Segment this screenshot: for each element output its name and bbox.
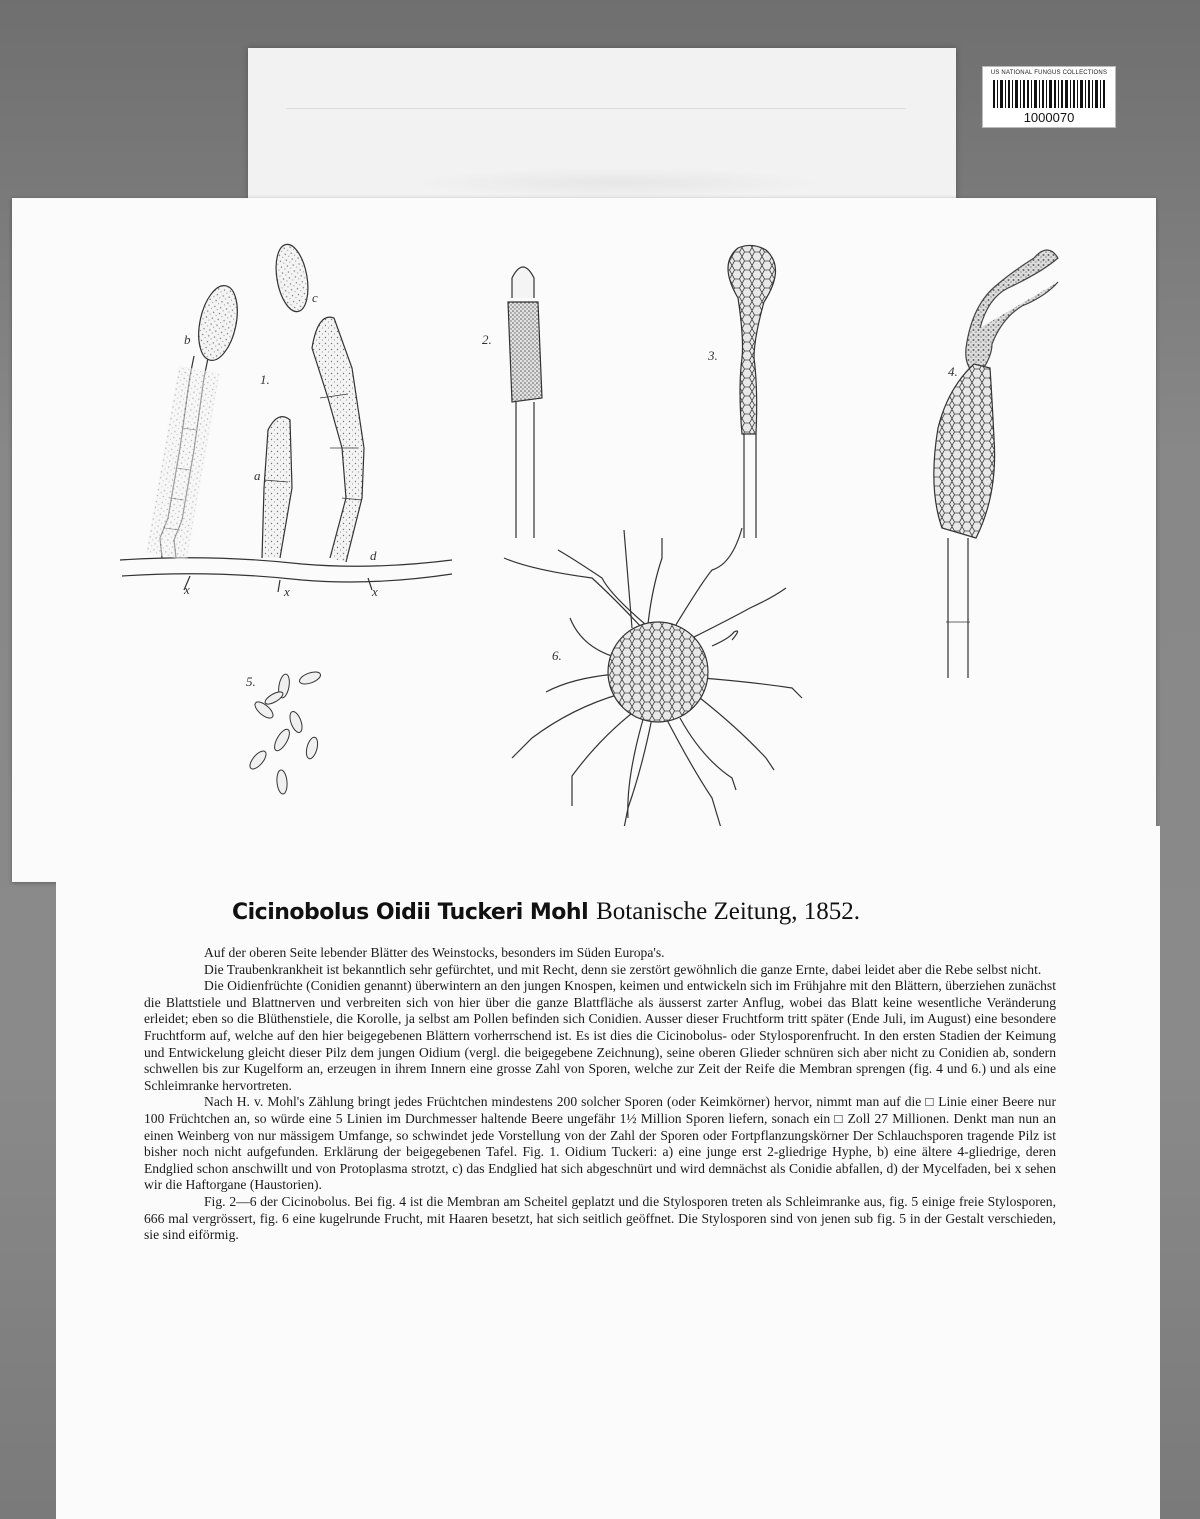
- fig-label-6: 6.: [552, 648, 562, 663]
- fig-label-2: 2.: [482, 332, 492, 347]
- description-body: [144, 945, 1056, 1244]
- barcode-institution: US NATIONAL FUNGUS COLLECTIONS: [990, 70, 1108, 76]
- barcode-icon: [993, 80, 1105, 108]
- illustration-plate: [12, 198, 1156, 882]
- barcode-number: 1000070: [1023, 110, 1075, 125]
- fig-label-d: d: [370, 548, 377, 563]
- barcode-label: [982, 66, 1116, 128]
- fig-label-4: 4.: [948, 364, 958, 379]
- fig-label-a: a: [254, 468, 261, 483]
- fig-label-3: 3.: [708, 348, 718, 363]
- faint-rule: [286, 108, 906, 109]
- paragraph-figures: Fig. 2—6 der Cicinobolus. Bei fig. 4 ist die Membran am Scheitel geplatzt und die Stylosporen treten als Schleimranke aus, fig. 5 einige freie Stylosporen, 666 mal vergrössert, fig. 6 eine kugelrunde Frucht, mit Haaren besetzt, hat sich seitlich geöffnet. Die Stylosporen sind von jenen sub fig. 5 in der Gestalt verschieden, sie sind eiförmig.: [144, 1193, 1056, 1243]
- title-species: Cicinobolus Oidii Tuckeri Mohl: [232, 900, 589, 925]
- paragraph-disease: Die Traubenkrankheit ist bekanntlich sehr gefürchtet, und mit Recht, denn sie zerstört gewöhnlich die ganze Ernte, dabei leidet aber die Rebe selbst nicht.: [204, 961, 1042, 977]
- fig-label-1: 1.: [260, 372, 270, 387]
- figure-2: [508, 267, 542, 538]
- fig-label-x1: x: [184, 582, 190, 597]
- text-label-sheet: [56, 826, 1160, 1519]
- fig-label-c: c: [312, 290, 318, 305]
- fig-label-5: 5.: [246, 674, 256, 689]
- faint-smudge: [408, 168, 828, 198]
- fig-label-x2: x: [284, 584, 290, 599]
- figure-6: [504, 528, 802, 838]
- title-journal: Botanische Zeitung, 1852.: [596, 898, 860, 925]
- figure-5-spores: [247, 670, 322, 795]
- paragraph-oidium: Die Oidienfrüchte (Conidien genannt) überwintern an den jungen Knospen, keimen und entwickeln sich im Frühjahre mit den Blättern, überziehen zunächst die Blattstiele und Blattnerven und verbreiten sich von hier über die ganze Blattfläche als äusserst zarter Anflug, wobei das Blatt keine wesentliche Veränderung erleidet; eben so die Blüthenstiele, die Korolle, ja selbst am Pollen befinden sich Conidien. Ausser dieser Fruchtform tritt später (Ende Juli, im August) eine besondere Fruchtform auf, welche auf den hier beigegebenen Blättern vorherrschend ist. Es ist dies die Cicinobolus- oder Stylosporenfrucht. In den ersten Stadien der Keimung und Entwickelung gleicht dieser Pilz dem jungen Oidium (vergl. die beigegebene Zeichnung), seine oberen Glieder schnüren sich aber nicht zu Conidien ab, sondern schwellen bis zur Kugelform an, erzeugen in ihrem Innern eine grosse Zahl von Sporen, welche zur Zeit der Reife die Membran sprengen (fig. 4 und 6.) und als eine Schleimranke hervortreten.: [144, 978, 1056, 1093]
- fungus-drawings: [12, 198, 1156, 882]
- figure-4: [934, 250, 1058, 678]
- figure-3: [728, 245, 776, 538]
- title: [232, 898, 992, 926]
- paragraph-habitat: Auf der oberen Seite lebender Blätter des Weinstocks, besonders im Süden Europa's.: [204, 945, 665, 960]
- fig-label-b: b: [184, 332, 191, 347]
- paragraph-mohl: Nach H. v. Mohl's Zählung bringt jedes Früchtchen mindestens 200 solcher Sporen (oder Keimkörner) hervor, nimmt man auf die □ Linie einer Beere nur 100 Früchtchen an, so würde eine 5 Linien im Durchmesser haltende Beere ungefähr 1½ Million Sporen liefern, sonach ein □ Zoll 27 Millionen. Denkt man nun an einen Weinberg von nur mässigem Umfange, so schwindet jede Vorstellung von der Zahl der Sporen oder Fortpflanzungskörner Der Schlauchsporen tragende Pilz ist bisher noch nicht aufgefunden. Erklärung der beigegebenen Tafel. Fig. 1. Oidium Tuckeri: a) eine junge erst 2-gliedrige Hyphe, b) eine ältere 4-gliedrige, deren Endglied schon anschwillt und von Protoplasma strotzt, c) das Endglied hat sich abgeschnürt und wird demnächst als Conidie abfallen, d) der Mycelfaden, bei x sehen wir die Haftorgane (Haustorien).: [144, 1094, 1056, 1193]
- fig-label-x3: x: [372, 584, 378, 599]
- figure-1-oidium: [120, 242, 452, 592]
